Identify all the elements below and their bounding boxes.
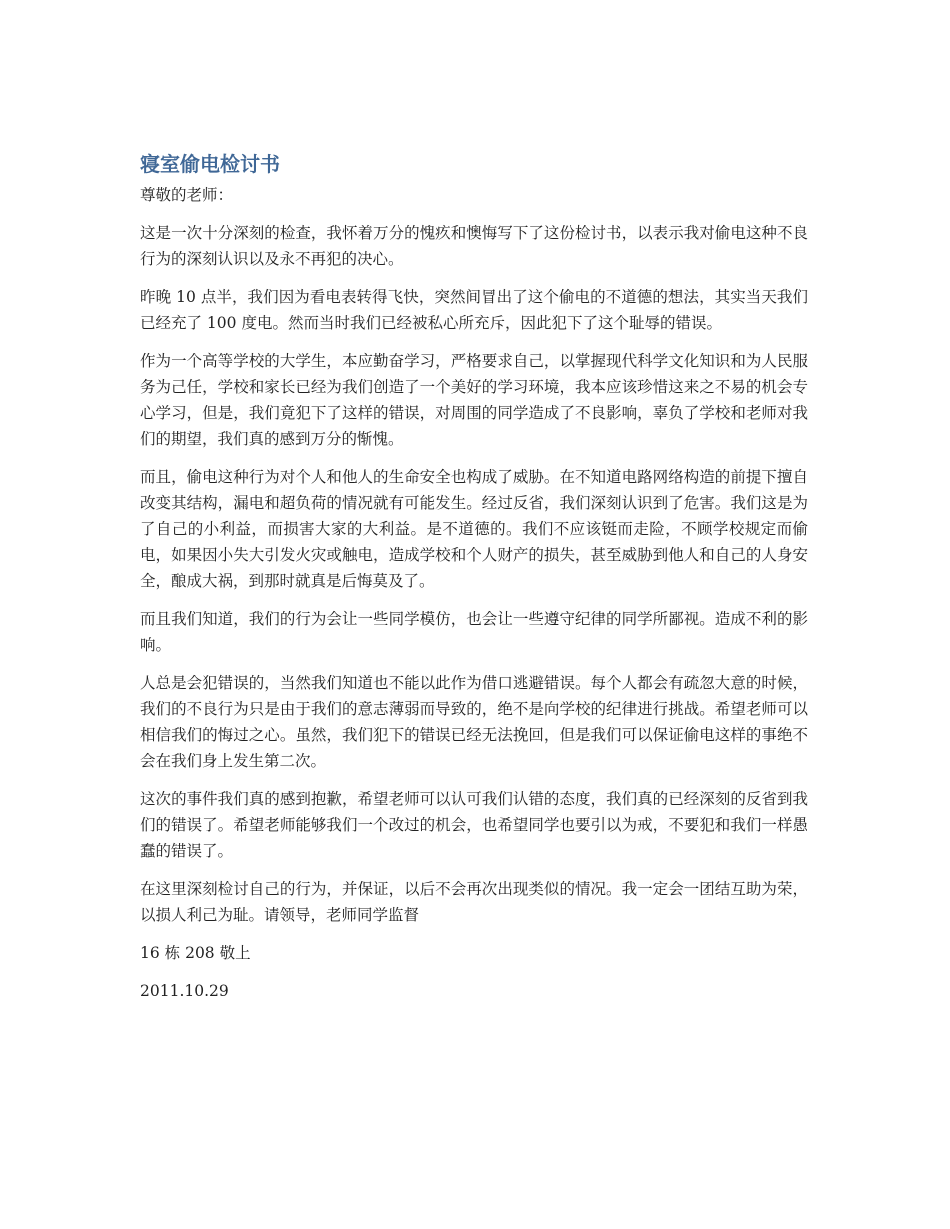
document-body bbox=[140, 150, 808, 1016]
paragraph: 这次的事件我们真的感到抱歉，希望老师可以认可我们认错的态度，我们真的已经深刻的反省到我们的错误了。希望老师能够我们一个改过的机会，也希望同学也要引以为戒，不要犯和我们一样愚蠢的错误了。 bbox=[140, 790, 808, 860]
document-title: 寝室偷电检讨书 bbox=[140, 152, 280, 176]
date: 2011.10.29 bbox=[140, 982, 229, 1000]
paragraph: 人总是会犯错误的，当然我们知道也不能以此作为借口逃避错误。每个人都会有疏忽大意的时候，我们的不良行为只是由于我们的意志薄弱而导致的，绝不是向学校的纪律进行挑战。希望老师可以相信我们的悔过之心。虽然，我们犯下的错误已经无法挽回，但是我们可以保证偷电这样的事绝不会在我们身上发生第二次。 bbox=[140, 674, 808, 770]
signature: 16 栋 208 敬上 bbox=[140, 944, 251, 962]
paragraph: 而且，偷电这种行为对个人和他人的生命安全也构成了威胁。在不知道电路网络构造的前提下擅自改变其结构，漏电和超负荷的情况就有可能发生。经过反省，我们深刻认识到了危害。我们这是为了自己的小利益，而损害大家的大利益。是不道德的。我们不应该铤而走险，不顾学校规定而偷电，如果因小失大引发火灾或触电，造成学校和个人财产的损失，甚至威胁到他人和自己的人身安全，酿成大祸，到那时就真是后悔莫及了。 bbox=[140, 468, 808, 590]
paragraph: 这是一次十分深刻的检查，我怀着万分的愧疚和懊悔写下了这份检讨书，以表示我对偷电这种不良行为的深刻认识以及永不再犯的决心。 bbox=[140, 224, 808, 268]
paragraph: 昨晚 10 点半，我们因为看电表转得飞快，突然间冒出了这个偷电的不道德的想法，其实当天我们已经充了 100 度电。然而当时我们已经被私心所充斥，因此犯下了这个耻辱的错误。 bbox=[140, 288, 808, 332]
paragraph: 在这里深刻检讨自己的行为，并保证，以后不会再次出现类似的情况。我一定会一团结互助为荣，以损人利己为耻。请领导，老师同学监督 bbox=[140, 880, 808, 924]
greeting: 尊敬的老师： bbox=[140, 186, 234, 204]
paragraph: 作为一个高等学校的大学生，本应勤奋学习，严格要求自己，以掌握现代科学文化知识和为人民服务为己任，学校和家长已经为我们创造了一个美好的学习环境，我本应该珍惜这来之不易的机会专心学习，但是，我们竟犯下了这样的错误，对周围的同学造成了不良影响，辜负了学校和老师对我们的期望，我们真的感到万分的惭愧。 bbox=[140, 352, 808, 448]
paragraph: 而且我们知道，我们的行为会让一些同学模仿，也会让一些遵守纪律的同学所鄙视。造成不利的影响。 bbox=[140, 610, 808, 654]
